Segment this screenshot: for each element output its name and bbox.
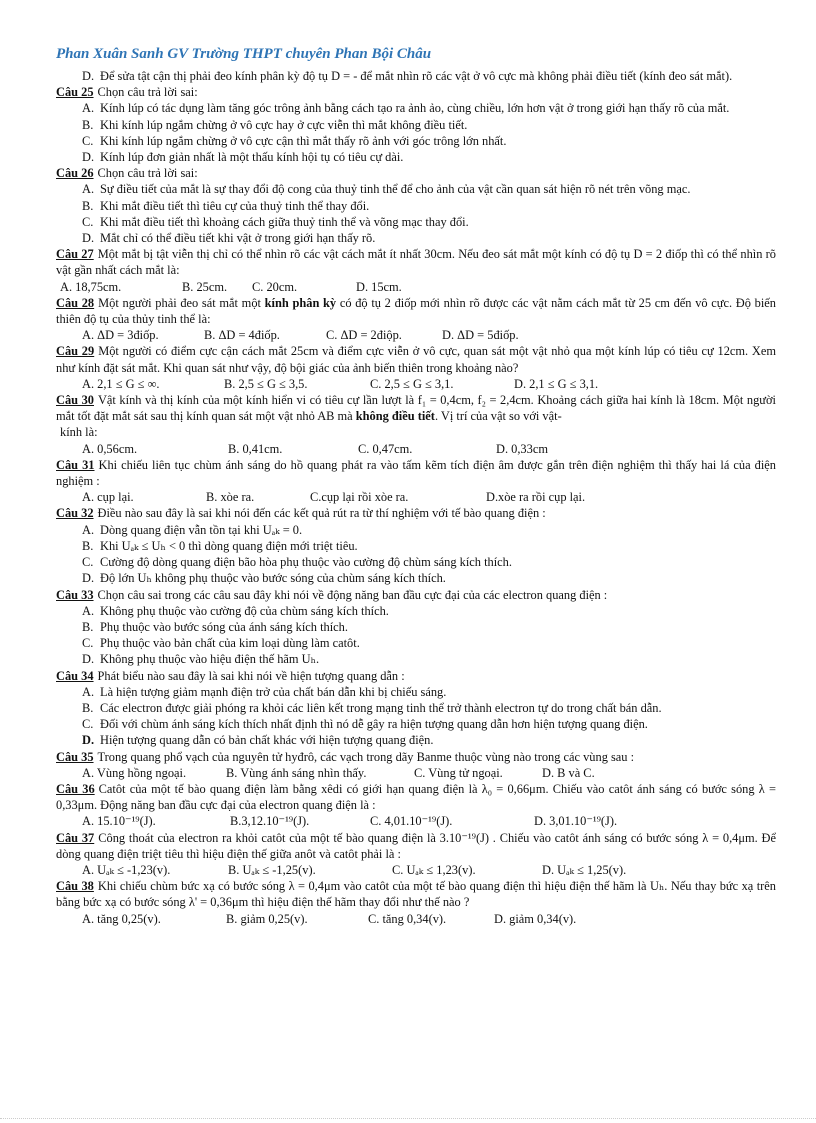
option-a: A. tăng 0,25(v). (82, 911, 161, 926)
option-b (56, 538, 776, 554)
option-d: D.xòe ra rồi cụp lại. (486, 490, 586, 505)
option-a: A. Vùng hồng ngoại. (82, 765, 187, 780)
option-c: C. Vùng tử ngoại. (414, 765, 503, 780)
option-text: Khi kính lúp ngắm chừng ở vô cực hay ở cực viễn thì mắt không điều tiết. (100, 117, 468, 132)
option-d (56, 570, 776, 586)
option-d: D. 0,33cm (496, 441, 548, 456)
question-label: Câu 36 (56, 781, 95, 796)
question-text-bold: kính phân kỳ (264, 295, 337, 310)
option-a (56, 684, 776, 700)
option-d-previous (56, 68, 776, 84)
option-d (56, 230, 776, 246)
question-text-bold: không điều tiết (355, 409, 435, 424)
question-text: Phát biểu nào sau đây là sai khi nói về hiện tượng quang dẫn : (97, 668, 405, 683)
option-a: A. 18,75cm. (60, 279, 122, 294)
question-label: Câu 38 (56, 879, 94, 894)
option-c (56, 554, 776, 570)
option-c: C. 4,01.10⁻¹⁹(J). (370, 814, 453, 829)
option-text: Đối với chùm ánh sáng kích thích nhất định thì nó dễ gây ra hiện tượng quang dẫn hơn hiện tượng quang điện. (100, 717, 648, 732)
question-label: Câu 33 (56, 587, 94, 602)
options-row (56, 279, 776, 295)
question-27 (56, 246, 776, 295)
question-label: Câu 25 (56, 85, 94, 100)
options-row (56, 327, 776, 343)
question-text-pre: Vật kính và thị kính của một kính hiển vi có tiêu cự lần lượt là f₁ = 0,4cm, f₂ = 2,4cm. Khoảng cách giữa hai kính là 18cm. Một người mắt tốt đặt mắt sát sau thị kính quan sát một vật nhỏ AB mà (56, 393, 776, 424)
question-label: Câu 28 (56, 295, 95, 310)
option-letter: C. (82, 555, 94, 570)
option-letter: D. (82, 733, 95, 748)
question-text: Điều nào sau đây là sai khi nói đến các kết quả rút ra từ thí nghiệm với tế bào quang điện : (97, 506, 546, 521)
option-a (56, 100, 776, 116)
option-text: Phụ thuộc vào bản chất của kim loại dùng làm catôt. (100, 636, 360, 651)
options-row (56, 813, 776, 829)
question-38 (56, 878, 776, 927)
option-letter: D. (82, 69, 95, 83)
question-text: Một mắt bị tật viễn thị chỉ có thể nhìn rõ các vật cách mắt ít nhất 30cm. Nếu đeo sát mắt một kính có độ tụ D = 2 điốp thì có thể nhìn rõ vật gần nhất cách mắt là: (56, 247, 776, 278)
option-b: B.3,12.10⁻¹⁹(J). (230, 814, 310, 829)
question-label: Câu 34 (56, 668, 94, 683)
option-letter: D. (82, 571, 95, 586)
option-d: D. ΔD = 5điốp. (442, 328, 519, 343)
option-text: Độ lớn Uₕ không phụ thuộc vào bước sóng của chùm sáng kích thích. (100, 571, 446, 586)
option-text: Khi mắt điều tiết thì tiêu cự của thuỷ tinh thể thay đổi. (100, 198, 370, 213)
option-c: C. 2,5 ≤ G ≤ 3,1. (370, 376, 454, 391)
page-bottom-divider (0, 1118, 816, 1120)
option-letter: D. (82, 652, 95, 667)
option-text: Cường độ dòng quang điện bão hòa phụ thuộc vào cường độ chùm sáng kích thích. (100, 555, 512, 570)
option-a (56, 181, 776, 197)
option-text: Khi Uₐₖ ≤ Uₕ < 0 thì dòng quang điện mới triệt tiêu. (100, 538, 358, 553)
question-text: Khi chiếu liên tục chùm ánh sáng do hồ quang phát ra vào tấm kẽm tích điện âm được gắn trên điện nghiệm thì thấy hai lá của điện nghiệm : (56, 457, 776, 489)
question-text-pre: Một người phải đeo sát mắt một (98, 295, 265, 310)
options-row (56, 441, 776, 457)
option-b: B. Uₐₖ ≤ -1,25(v). (228, 862, 316, 877)
option-text: Dòng quang điện vẫn tồn tại khi Uₐₖ = 0. (100, 522, 303, 537)
option-letter: B. (82, 538, 94, 553)
option-c: C. 0,47cm. (358, 441, 413, 456)
option-text: Không phụ thuộc vào cường độ của chùm sáng kích thích. (100, 603, 389, 618)
option-letter: B. (82, 198, 94, 213)
options-row (56, 765, 776, 781)
question-34 (56, 668, 776, 749)
option-letter: D. (82, 231, 95, 246)
option-a: A. 0,56cm. (82, 441, 138, 456)
option-text: Kính lúp có tác dụng làm tăng góc trông ảnh bằng cách tạo ra ảnh ảo, cùng chiều, lớn hơn vật ở trong giới hạn thấy rõ của mắt. (100, 101, 730, 116)
option-text: Hiện tượng quang dẫn có bản chất khác với hiện tượng quang điện. (100, 733, 434, 748)
option-b (56, 700, 776, 716)
option-b: B. ΔD = 4điốp. (204, 328, 280, 343)
option-c: C. ΔD = 2điộp. (326, 328, 402, 343)
question-35 (56, 749, 776, 781)
question-36 (56, 781, 776, 830)
question-29 (56, 343, 776, 392)
option-c: C. 20cm. (252, 279, 298, 294)
option-b (56, 117, 776, 133)
question-37 (56, 830, 776, 879)
option-d: D. 15cm. (356, 279, 402, 294)
options-row (56, 862, 776, 878)
option-b: B. 25cm. (182, 279, 228, 294)
question-text: Khi chiếu chùm bức xạ có bước sóng λ = 0,4μm vào catôt của một tế bào quang điện thì hiệu điện thế hãm là Uₕ. Nếu thay bức xạ trên bằng bức xạ có bước sóng λ' = 0,36μm thì hiệu điện thế hãm thay đổi như thế nào ? (56, 879, 776, 910)
option-letter: B. (82, 700, 94, 715)
option-c: C. tăng 0,34(v). (368, 911, 447, 926)
option-b: B. 2,5 ≤ G ≤ 3,5. (224, 376, 308, 391)
question-text: Chọn câu trả lời sai: (97, 166, 198, 181)
option-text: Khi mắt điều tiết thì khoảng cách giữa thuỷ tinh thể và võng mạc thay đổi. (100, 214, 469, 229)
option-text: Là hiện tượng giảm mạnh điện trở của chất bán dẫn khi bị chiếu sáng. (100, 684, 447, 699)
question-text: Một người có điểm cực cận cách mắt 25cm và điểm cực viễn ở vô cực, quan sát một vật nhỏ qua một kính lúp có tiêu cự 12cm. Xem như kính đặt sát mắt. Khi quan sát như vậy, độ bội giác của ảnh biến thiên trong khoảng nào? (56, 344, 776, 375)
option-a (56, 603, 776, 619)
options-row (56, 376, 776, 392)
option-d: D. giảm 0,34(v). (494, 911, 577, 926)
question-32 (56, 505, 776, 586)
option-c (56, 133, 776, 149)
option-b: B. giảm 0,25(v). (226, 911, 308, 926)
option-d: D. 3,01.10⁻¹⁹(J). (534, 814, 618, 829)
question-25 (56, 84, 776, 165)
question-text: Trong quang phổ vạch của nguyên tử hyđrô, các vạch trong dãy Banme thuộc vùng nào trong các vùng sau : (97, 749, 635, 764)
question-label: Câu 27 (56, 247, 94, 262)
page-header: Phan Xuân Sanh GV Trường THPT chuyên Phan Bội Châu (56, 46, 432, 62)
option-text: Mắt chỉ có thể điều tiết khi vật ở trong giới hạn thấy rõ. (100, 231, 376, 246)
option-c (56, 635, 776, 651)
question-28 (56, 295, 776, 344)
option-letter: C. (82, 717, 94, 732)
option-a: A. 15.10⁻¹⁹(J). (82, 814, 156, 829)
option-letter: A. (82, 101, 95, 116)
option-d (56, 149, 776, 165)
options-row (56, 911, 776, 927)
question-text-post: có độ tụ 2 điốp mới nhìn rõ được các vật nằm cách mắt từ 25 cm đến vô cực. Độ biến thiên độ tụ của thủy tinh thể là: (56, 295, 776, 327)
option-b: B. Vùng ánh sáng nhìn thấy. (226, 765, 367, 780)
option-b: B. xòe ra. (206, 490, 255, 505)
question-31 (56, 457, 776, 506)
question-label: Câu 32 (56, 506, 94, 521)
question-label: Câu 31 (56, 457, 95, 472)
option-b: B. 0,41cm. (228, 441, 283, 456)
option-letter: A. (82, 684, 95, 699)
question-label: Câu 26 (56, 166, 94, 181)
option-letter: A. (82, 522, 95, 537)
question-text: Công thoát của electron ra khỏi catôt của một tế bào quang điện là 3.10⁻¹⁹(J) . Chiếu vào catôt ánh sáng có bước sóng λ = 0,4μm. Để dòng quang điện triệt tiêu thì hiệu điện thế giữa anôt và catôt phải là : (56, 830, 776, 861)
option-text: Sự điều tiết của mắt là sự thay đổi độ cong của thuỷ tinh thể để cho ảnh của vật cần quan sát hiện rõ nét trên võng mạc. (100, 182, 691, 197)
question-label: Câu 30 (56, 393, 94, 408)
option-letter: D. (82, 150, 95, 165)
question-label: Câu 35 (56, 749, 94, 764)
question-26 (56, 165, 776, 246)
question-list (56, 68, 776, 927)
option-d (56, 732, 776, 748)
option-letter: A. (82, 182, 95, 197)
question-label: Câu 29 (56, 344, 95, 359)
option-text: Các electron được giải phóng ra khỏi các liên kết trong mạng tinh thể trở thành electron tự do trong chất bán dẫn. (100, 700, 662, 715)
option-letter: C. (82, 133, 94, 148)
question-33 (56, 587, 776, 668)
option-letter: C. (82, 214, 94, 229)
option-c (56, 716, 776, 732)
option-d: D. Uₐₖ ≤ 1,25(v). (542, 862, 627, 877)
option-b (56, 619, 776, 635)
question-text: Chọn câu sai trong các câu sau đây khi nói về động năng ban đầu cực đại của các electron quang điện : (97, 587, 608, 602)
option-letter: C. (82, 636, 94, 651)
option-letter: B. (82, 619, 94, 634)
question-text: Chọn câu trả lời sai: (97, 85, 198, 100)
question-text: Catôt của một tế bào quang điện làm bằng xêdi có giới hạn quang điện là λ₀ = 0,66μm. Chiếu vào catôt ánh sáng có bước sóng λ = 0,33μm. Động năng ban đầu cực đại của electron quang điện là : (56, 781, 776, 813)
option-d (56, 651, 776, 667)
option-c: C. Uₐₖ ≤ 1,23(v). (392, 862, 476, 877)
option-text: Không phụ thuộc vào hiệu điện thế hãm Uₕ. (100, 652, 320, 667)
option-c: C.cụp lại rồi xòe ra. (310, 490, 409, 505)
option-b (56, 198, 776, 214)
option-text: Kính lúp đơn giản nhất là một thấu kính hội tụ có tiêu cự dài. (100, 150, 404, 165)
option-a: A. Uₐₖ ≤ -1,23(v). (82, 862, 171, 877)
option-letter: B. (82, 117, 94, 132)
options-row (56, 489, 776, 505)
option-d: D. B và C. (542, 765, 595, 780)
option-text: Phụ thuộc vào bước sóng của ánh sáng kích thích. (100, 619, 348, 634)
option-c (56, 214, 776, 230)
option-a: A. ΔD = 3điốp. (82, 328, 159, 343)
question-30 (56, 392, 776, 457)
option-a: A. 2,1 ≤ G ≤ ∞. (82, 376, 160, 391)
question-text-post: . Vị trí của vật so với vật- (434, 409, 562, 424)
option-a: A. cụp lại. (82, 490, 134, 505)
option-a (56, 522, 776, 538)
option-text: Để sửa tật cận thị phải đeo kính phân kỳ độ tụ D = - để mắt nhìn rõ các vật ở vô cực mà không phải điều tiết (kính đeo sát mắt). (100, 69, 733, 83)
option-d: D. 2,1 ≤ G ≤ 3,1. (514, 376, 599, 391)
question-text-line2: kính là: (60, 425, 98, 440)
option-text: Khi kính lúp ngắm chừng ở vô cực cận thì mắt thấy rõ ảnh với góc trông lớn nhất. (100, 133, 507, 148)
option-letter: A. (82, 603, 95, 618)
question-label: Câu 37 (56, 830, 95, 845)
